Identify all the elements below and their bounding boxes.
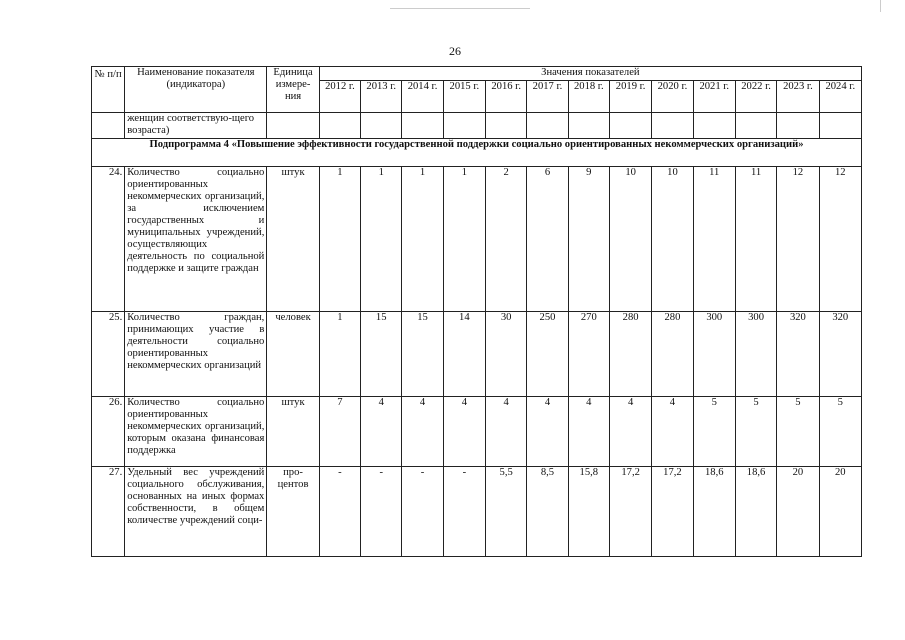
- indicator-value: 14: [443, 312, 485, 397]
- indicator-value: 4: [652, 397, 693, 467]
- indicator-value: 280: [609, 312, 651, 397]
- indicator-value: 4: [609, 397, 651, 467]
- indicator-value: 2: [486, 167, 527, 312]
- indicator-value: 7: [319, 397, 360, 467]
- indicator-value: 4: [486, 397, 527, 467]
- year-header: 2014 г.: [402, 81, 443, 113]
- indicator-value: 17,2: [652, 467, 693, 557]
- indicator-value: -: [319, 467, 360, 557]
- year-header: 2020 г.: [652, 81, 693, 113]
- indicator-unit: штук: [267, 167, 319, 312]
- indicator-value: 1: [443, 167, 485, 312]
- indicator-value: 5: [735, 397, 776, 467]
- row-number: 24.: [92, 167, 125, 312]
- indicator-name: Количество социально ориентированных некоммерческих организаций, которым оказана финансовая поддержка: [125, 397, 267, 467]
- indicator-value: 300: [735, 312, 776, 397]
- header-name: Наименование показателя (индикатора): [125, 67, 267, 113]
- indicator-value: 1: [402, 167, 443, 312]
- indicator-value: 11: [693, 167, 735, 312]
- indicator-value: 18,6: [735, 467, 776, 557]
- indicator-value: 20: [777, 467, 819, 557]
- indicator-value: 5: [693, 397, 735, 467]
- indicator-value: 250: [527, 312, 568, 397]
- year-header: 2019 г.: [609, 81, 651, 113]
- indicator-value: 320: [819, 312, 861, 397]
- indicator-value: 4: [527, 397, 568, 467]
- year-header: 2021 г.: [693, 81, 735, 113]
- year-header: 2016 г.: [486, 81, 527, 113]
- indicator-value: 6: [527, 167, 568, 312]
- header-no: № п/п: [92, 67, 125, 113]
- indicator-value: 4: [402, 397, 443, 467]
- indicator-value: 11: [735, 167, 776, 312]
- row-number: 27.: [92, 467, 125, 557]
- indicator-value: 15,8: [568, 467, 609, 557]
- table-row: [92, 467, 862, 557]
- indicator-name: Количество социально ориентированных некоммерческих организаций, за исключением государственных и муниципальных учреждений, осуществляющих деятельность по социальной поддержке и защите граждан: [125, 167, 267, 312]
- indicator-value: 320: [777, 312, 819, 397]
- indicator-value: 9: [568, 167, 609, 312]
- indicator-value: 30: [486, 312, 527, 397]
- subprogram-title: Подпрограмма 4 «Повышение эффективности государственной поддержки социально ориентированных некоммерческих организаций»: [92, 139, 862, 167]
- indicator-value: 5,5: [486, 467, 527, 557]
- page-number: 26: [449, 44, 461, 58]
- indicator-value: 4: [361, 397, 402, 467]
- row-number: 26.: [92, 397, 125, 467]
- year-header: 2012 г.: [319, 81, 360, 113]
- subprogram-row: [92, 139, 862, 167]
- row-number: 25.: [92, 312, 125, 397]
- indicator-value: 1: [319, 167, 360, 312]
- year-header: 2017 г.: [527, 81, 568, 113]
- header-unit: Единица измере-ния: [267, 67, 319, 113]
- indicator-value: 12: [777, 167, 819, 312]
- indicator-name: Удельный вес учреждений социального обслуживания, основанных на иных формах собственности, в общем количестве учреждений соци-: [125, 467, 267, 557]
- scan-artifact-line: [390, 8, 530, 9]
- continuation-row: [92, 113, 862, 139]
- indicator-value: 300: [693, 312, 735, 397]
- year-header: 2024 г.: [819, 81, 861, 113]
- table-row: [92, 312, 862, 397]
- year-header: 2015 г.: [443, 81, 485, 113]
- indicator-value: 17,2: [609, 467, 651, 557]
- indicator-value: -: [402, 467, 443, 557]
- year-header: 2013 г.: [361, 81, 402, 113]
- indicator-value: 4: [443, 397, 485, 467]
- indicator-value: -: [361, 467, 402, 557]
- table-row: [92, 397, 862, 467]
- header-row: [92, 67, 862, 81]
- indicator-value: -: [443, 467, 485, 557]
- indicator-value: 10: [609, 167, 651, 312]
- indicator-unit: человек: [267, 312, 319, 397]
- indicator-unit: про-центов: [267, 467, 319, 557]
- continuation-no: [92, 113, 125, 139]
- continuation-text: женщин соответствую-щего возраста): [125, 113, 267, 139]
- indicator-value: 12: [819, 167, 861, 312]
- indicators-table: [91, 66, 862, 557]
- continuation-unit: [267, 113, 319, 139]
- indicator-value: 20: [819, 467, 861, 557]
- indicator-value: 15: [361, 312, 402, 397]
- indicator-unit: штук: [267, 397, 319, 467]
- year-header: 2018 г.: [568, 81, 609, 113]
- indicator-value: 1: [319, 312, 360, 397]
- year-header: 2022 г.: [735, 81, 776, 113]
- indicator-value: 4: [568, 397, 609, 467]
- indicator-value: 270: [568, 312, 609, 397]
- indicator-value: 280: [652, 312, 693, 397]
- indicator-value: 5: [819, 397, 861, 467]
- year-header: 2023 г.: [777, 81, 819, 113]
- indicator-value: 18,6: [693, 467, 735, 557]
- indicator-value: 1: [361, 167, 402, 312]
- header-values-title: Значения показателей: [319, 67, 861, 81]
- indicator-value: 10: [652, 167, 693, 312]
- indicator-value: 15: [402, 312, 443, 397]
- indicator-value: 8,5: [527, 467, 568, 557]
- scan-artifact-line: [880, 0, 881, 12]
- table-row: [92, 167, 862, 312]
- indicator-value: 5: [777, 397, 819, 467]
- indicator-name: Количество граждан, принимающих участие в деятельности социально ориентированных некоммерческих организаций: [125, 312, 267, 397]
